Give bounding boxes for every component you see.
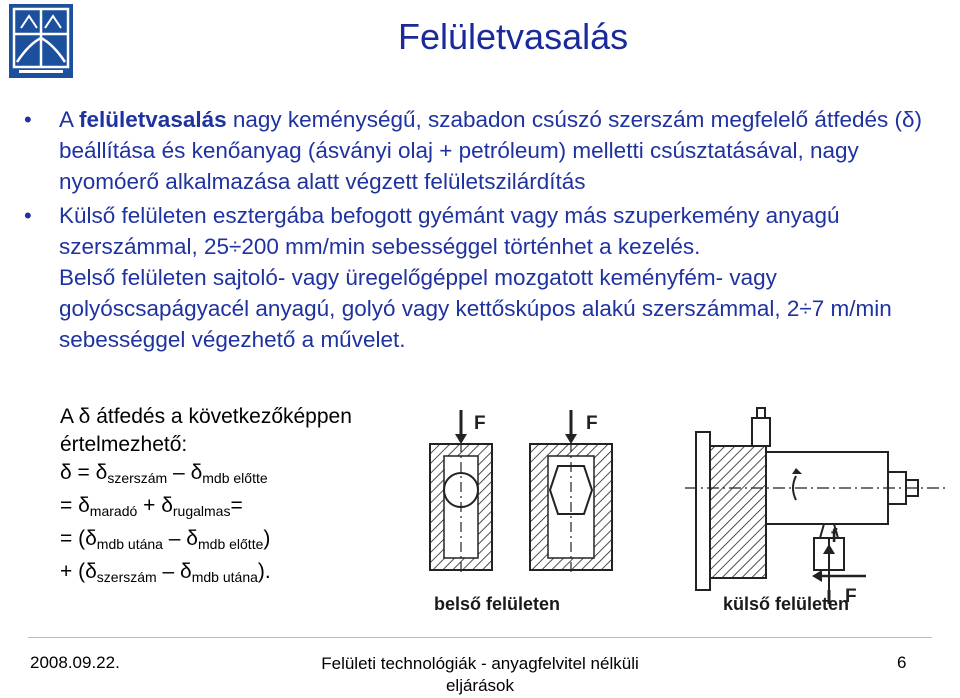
formula-line-2: = $\delta_{maradó} + \delta_{rugalmas}=$ — [60, 494, 243, 519]
footer-course: Felületi technológiák - anyagfelvitel nélküli eljárások — [321, 654, 639, 695]
burnishing-diagram — [420, 404, 950, 626]
page-number: 6 — [897, 653, 907, 672]
slide-title: Felületvasalás — [398, 16, 629, 57]
bullet-text-outer: Külső felületen esztergába befogott gyémánt vagy más szuperkemény anyagú szerszámmal, 25÷200 mm/min sebességgel történhet a kezelés. — [59, 203, 840, 259]
university-logo — [9, 4, 73, 78]
formula-intro: A δ átfedés a következőképpen — [60, 405, 352, 428]
feed-label: f — [831, 526, 838, 547]
term-highlight: felületvasalás — [79, 107, 227, 132]
bullet-item-methods — [22, 200, 952, 355]
label-outer-surface: külső felületen — [723, 594, 850, 614]
bullet-dot-icon: • — [24, 203, 32, 228]
bullet-text-inner: Belső felületen sajtoló- vagy üregelőgéppel mozgatott keményfém- vagy golyóscsapágyacél anyagú, golyó vagy kettőskúpos alakú szerszámmal, 2÷7 m/min sebességgel végezhető a művelet. — [59, 265, 892, 352]
label-inner-surface: belső felületen — [434, 594, 561, 614]
force-label: F — [845, 586, 857, 607]
bullet-item-definition: • A felületvasalás nagy keménységű, szabadon csúszó szerszám megfelelő átfedés (δ) beállítása és kenőanyag (ásványi olaj + petróleum) melletti csúsztatásával, nagy nyomóerő alkalmazása alatt végzett felületszilárdítás — [22, 104, 952, 197]
bullet-list — [22, 104, 952, 357]
outer-lathe-diagram — [685, 408, 945, 604]
footer-date: 2008.09.22. — [30, 653, 120, 672]
bullet-dot-icon: • — [24, 107, 32, 132]
overlap-formula — [60, 403, 420, 591]
force-label: F — [586, 413, 598, 434]
inner-cone-tool-diagram — [530, 410, 612, 574]
force-label: F — [474, 413, 486, 434]
inner-ball-tool-diagram — [430, 410, 492, 574]
formula-line-3: = $(\delta_{mdb utána} - \delta_{mdb előtte})$ — [60, 527, 271, 552]
formula-intro-2: értelmezhető: — [60, 433, 188, 456]
formula-line-1: $\delta = \delta_{szerszám} - \delta_{mdb előtte}$ — [60, 461, 268, 486]
footer-divider — [28, 637, 932, 638]
formula-line-4: + $(\delta_{szerszám} - \delta_{mdb utána})$. — [60, 560, 271, 585]
